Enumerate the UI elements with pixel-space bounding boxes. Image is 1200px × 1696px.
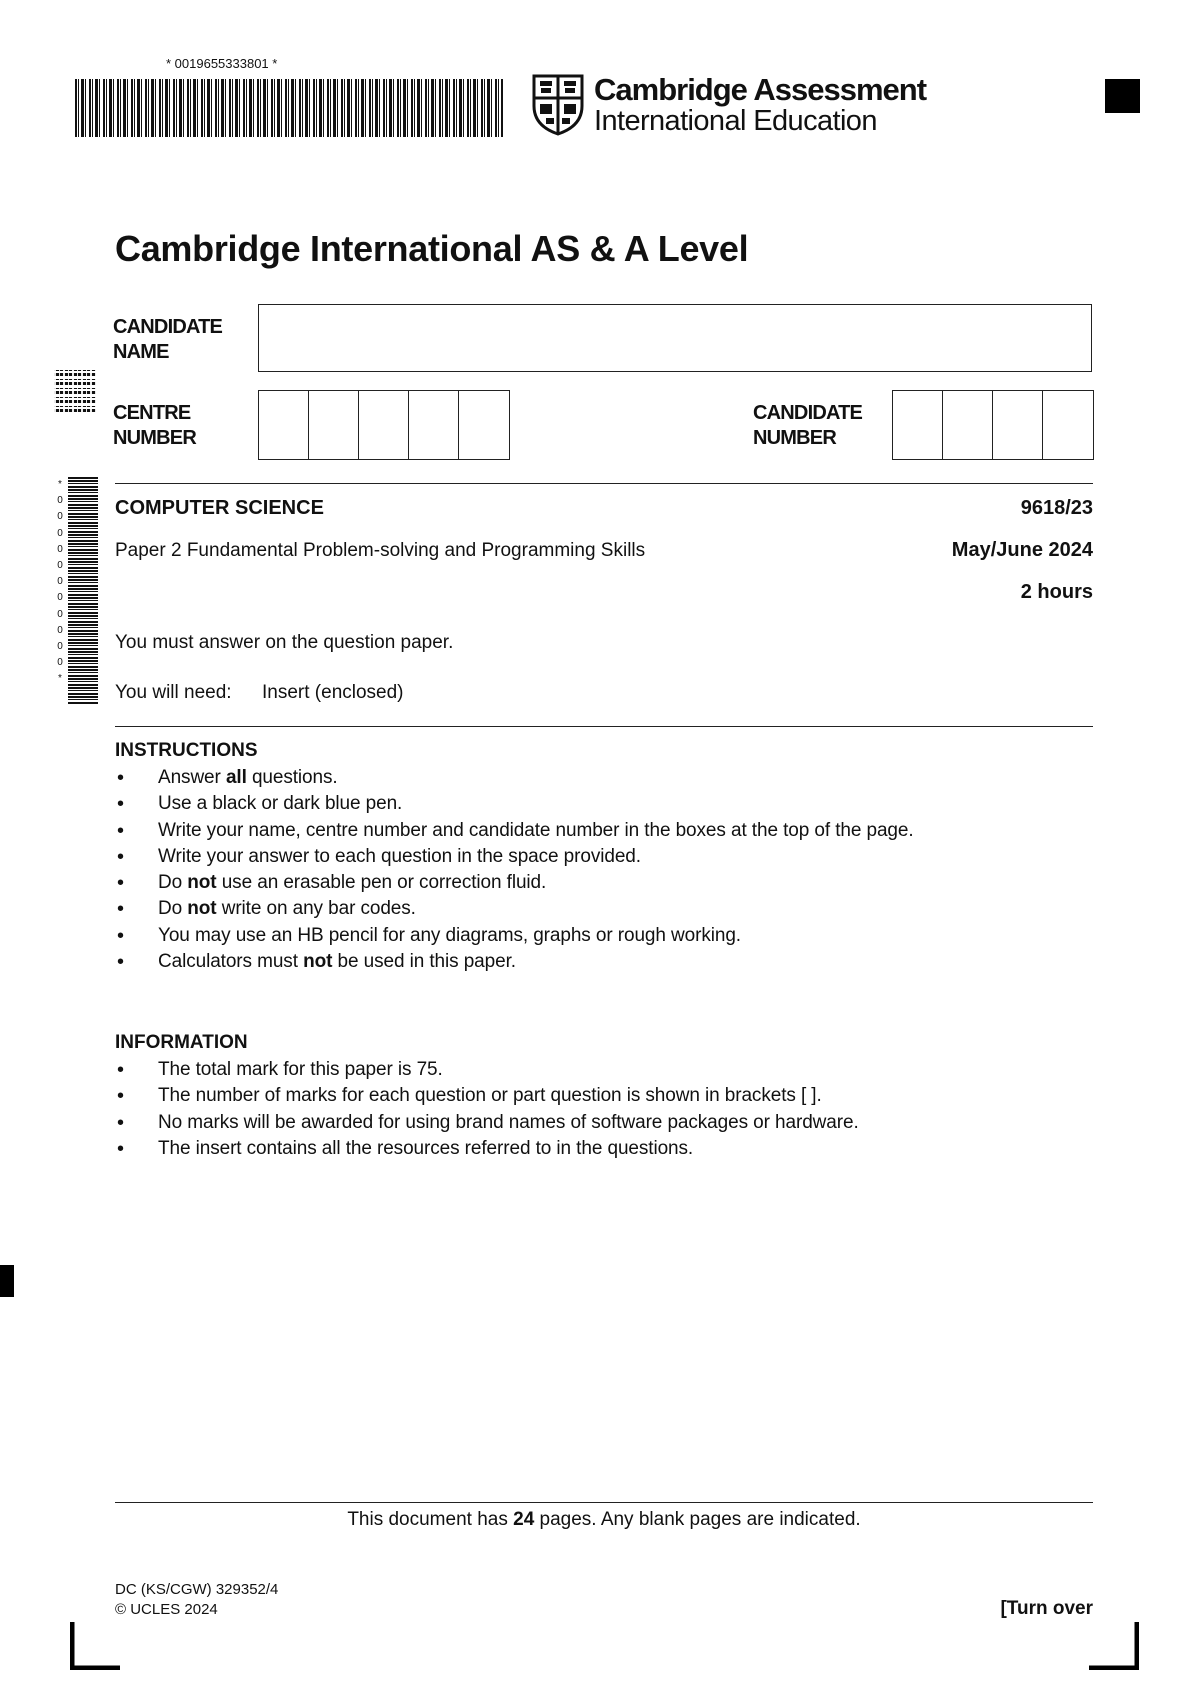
subject: COMPUTER SCIENCE — [115, 497, 324, 519]
vertical-barcode-digit: 0 — [57, 511, 63, 523]
instruction-item: • Answer all questions. — [115, 765, 914, 791]
centre-number-box[interactable] — [309, 391, 359, 459]
paper-title: Paper 2 Fundamental Problem-solving and Programming Skills — [115, 540, 646, 561]
candidate-name-field[interactable] — [258, 304, 1092, 372]
barcode-number: * 0019655333801 * — [166, 56, 278, 71]
vertical-barcode-digit: 0 — [57, 608, 63, 620]
information-list — [115, 1057, 859, 1162]
centre-number-box[interactable] — [359, 391, 409, 459]
answer-note: You must answer on the question paper. — [115, 632, 454, 653]
footer-divider — [115, 1502, 1093, 1503]
instruction-item: • You may use an HB pencil for any diagrams, graphs or rough working. — [115, 923, 914, 949]
centre-number-box[interactable] — [409, 391, 459, 459]
vertical-barcode-digit: 0 — [57, 592, 63, 604]
centre-number-label: CENTRE NUMBER — [113, 402, 196, 449]
vertical-barcode-digit: 0 — [57, 543, 63, 555]
crop-mark-bottom-right — [1089, 1622, 1139, 1670]
information-item: • The insert contains all the resources referred to in the questions. — [115, 1136, 859, 1162]
information-heading: INFORMATION — [115, 1032, 248, 1053]
cambridge-logo — [532, 72, 927, 138]
exam-session: May/June 2024 — [951, 539, 1093, 561]
vertical-barcode-digit: 0 — [57, 641, 63, 653]
candidate-number-label: CANDIDATE NUMBER — [753, 402, 863, 449]
registration-mark — [1105, 79, 1140, 113]
divider — [115, 483, 1093, 484]
barcode — [75, 79, 503, 137]
instruction-item: • Do not use an erasable pen or correction fluid. — [115, 870, 914, 896]
candidate-number-box[interactable] — [1043, 391, 1093, 459]
instruction-item: • Do not write on any bar codes. — [115, 896, 914, 922]
candidate-number-field[interactable] — [892, 390, 1094, 460]
candidate-name-label: CANDIDATE NAME — [113, 316, 223, 363]
candidate-number-box[interactable] — [893, 391, 943, 459]
page-count-note: This document has 24 pages. Any blank pages are indicated. — [347, 1509, 861, 1530]
vertical-barcode-digit: 0 — [57, 657, 63, 669]
vertical-barcode — [54, 477, 98, 705]
instruction-item: • Use a black or dark blue pen. — [115, 791, 914, 817]
vertical-barcode-digit: * — [58, 479, 62, 490]
vertical-barcode-digit: 0 — [57, 560, 63, 572]
instruction-item: • Write your name, centre number and candidate number in the boxes at the top of the page. — [115, 818, 914, 844]
candidate-number-box[interactable] — [943, 391, 993, 459]
information-item: • The number of marks for each question or part question is shown in brackets [ ]. — [115, 1083, 859, 1109]
page-title: Cambridge International AS & A Level — [115, 228, 749, 269]
instruction-item: • Write your answer to each question in the space provided. — [115, 844, 914, 870]
exam-duration: 2 hours — [1020, 581, 1093, 603]
vertical-barcode-digit: 0 — [57, 495, 63, 507]
centre-number-field[interactable] — [258, 390, 510, 460]
vertical-barcode-digit: * — [58, 673, 62, 685]
paper-code: 9618/23 — [1020, 497, 1093, 519]
vertical-barcode-digits — [54, 477, 66, 705]
information-item: • The total mark for this paper is 75. — [115, 1057, 859, 1083]
crop-mark-bottom-left — [70, 1622, 120, 1670]
document-code: DC (KS/CGW) 329352/4 — [115, 1581, 279, 1598]
cambridge-shield-icon — [532, 74, 584, 136]
instruction-item: • Calculators must not be used in this paper. — [115, 949, 914, 975]
vertical-barcode-bars — [68, 477, 98, 705]
page-count: 24 — [513, 1509, 535, 1530]
copyright: © UCLES 2024 — [115, 1601, 218, 1618]
logo-line-2: International Education — [594, 105, 877, 137]
centre-number-box[interactable] — [259, 391, 309, 459]
instructions-heading: INSTRUCTIONS — [115, 740, 258, 761]
candidate-number-box[interactable] — [993, 391, 1043, 459]
vertical-barcode-digit: 0 — [57, 624, 63, 636]
logo-line-1: Cambridge Assessment — [594, 72, 927, 107]
centre-number-box[interactable] — [459, 391, 509, 459]
vertical-barcode-digit: 0 — [57, 576, 63, 588]
you-will-need-value: Insert (enclosed) — [262, 682, 404, 703]
turn-over-note: [Turn over — [1000, 1598, 1093, 1619]
information-item: • No marks will be awarded for using brand names of software packages or hardware. — [115, 1110, 859, 1136]
side-registration-mark — [0, 1265, 14, 1297]
you-will-need-label: You will need: — [115, 682, 232, 703]
vertical-barcode-digit: 0 — [57, 527, 63, 539]
qr-code — [54, 370, 96, 412]
instructions-list — [115, 765, 914, 975]
divider — [115, 726, 1093, 727]
